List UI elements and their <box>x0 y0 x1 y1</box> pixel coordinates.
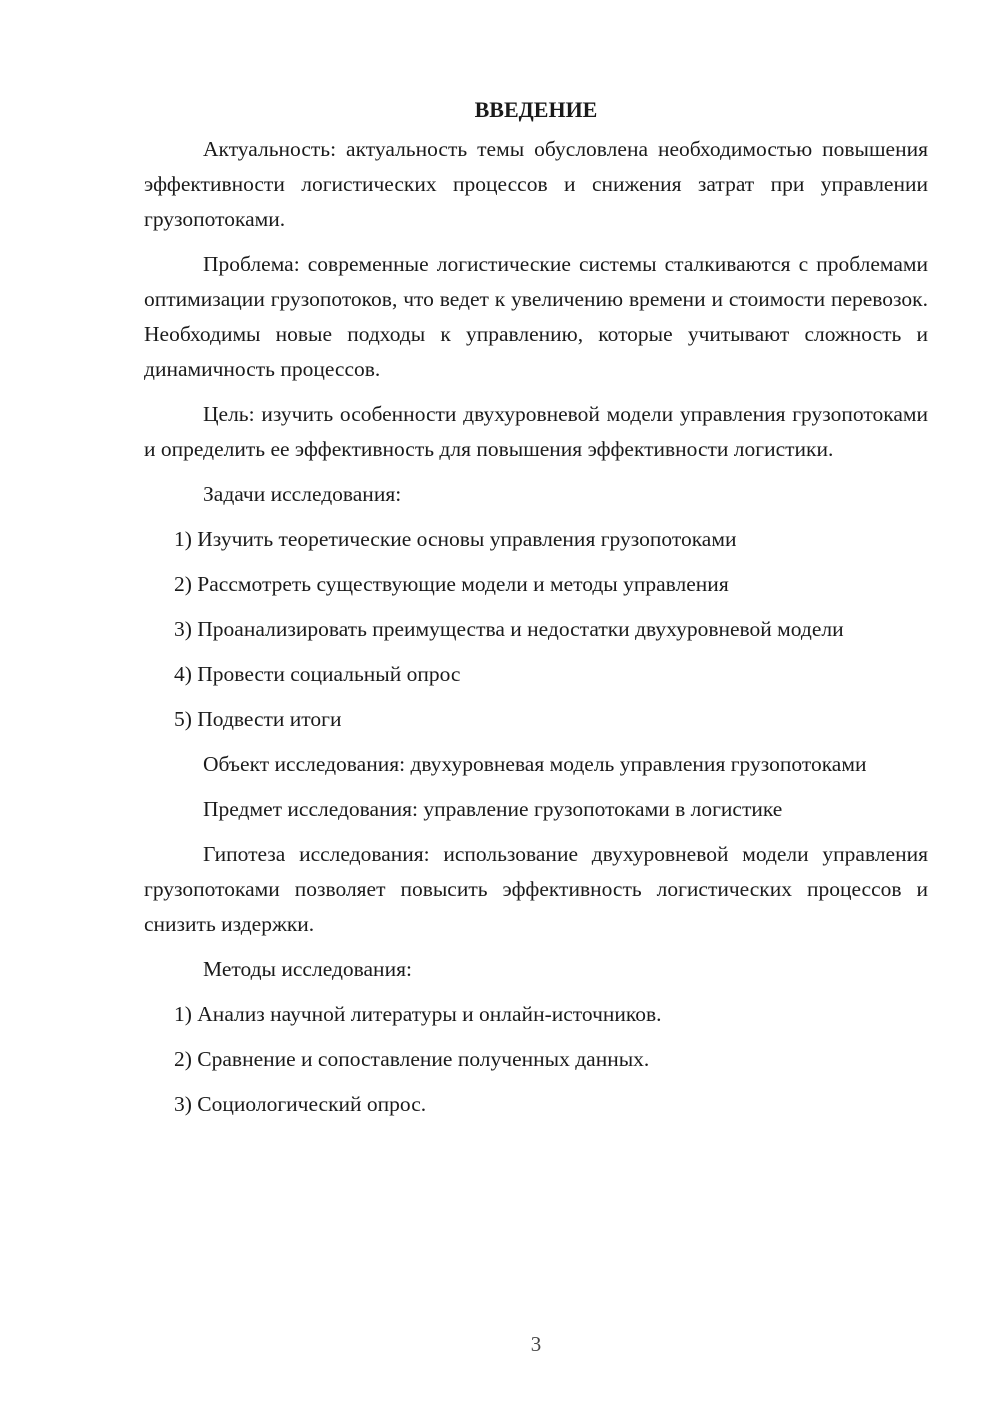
task-item-3: 3) Проанализировать преимущества и недостатки двухуровневой модели <box>174 617 844 641</box>
goal-paragraph: Цель: изучить особенности двухуровневой модели управления грузопотоками и определить ее эффективность для повышения эффективности логистики. <box>144 402 928 461</box>
method-item-1: 1) Анализ научной литературы и онлайн-источников. <box>174 1002 662 1026</box>
tasks-title: Задачи исследования: <box>203 482 402 506</box>
document-page <box>144 92 928 1132</box>
methods-title: Методы исследования: <box>203 957 412 981</box>
method-item-2: 2) Сравнение и сопоставление полученных данных. <box>174 1047 650 1071</box>
subject-paragraph: Предмет исследования: управление грузопотоками в логистике <box>203 797 783 821</box>
problem-paragraph: Проблема: современные логистические системы сталкиваются с проблемами оптимизации грузопотоков, что ведет к увеличению времени и стоимости перевозок. Необходимы новые подходы к управлению, которые учитывают сложность и динамичность процессов. <box>144 252 928 381</box>
object-paragraph: Объект исследования: двухуровневая модель управления грузопотоками <box>203 752 867 776</box>
hypothesis-paragraph: Гипотеза исследования: использование двухуровневой модели управления грузопотоками позволяет повысить эффективность логистических процессов и снизить издержки. <box>144 842 928 936</box>
section-heading: ВВЕДЕНИЕ <box>474 97 598 122</box>
task-item-4: 4) Провести социальный опрос <box>174 662 461 686</box>
task-item-2: 2) Рассмотреть существующие модели и методы управления <box>174 572 729 596</box>
relevance-paragraph: Актуальность: актуальность темы обусловлена необходимостью повышения эффективности логистических процессов и снижения затрат при управлении грузопотоками. <box>144 137 928 231</box>
task-item-5: 5) Подвести итоги <box>174 707 342 731</box>
method-item-3: 3) Социологический опрос. <box>174 1092 427 1116</box>
page-number: 3 <box>530 1332 542 1356</box>
task-item-1: 1) Изучить теоретические основы управления грузопотоками <box>174 527 737 551</box>
